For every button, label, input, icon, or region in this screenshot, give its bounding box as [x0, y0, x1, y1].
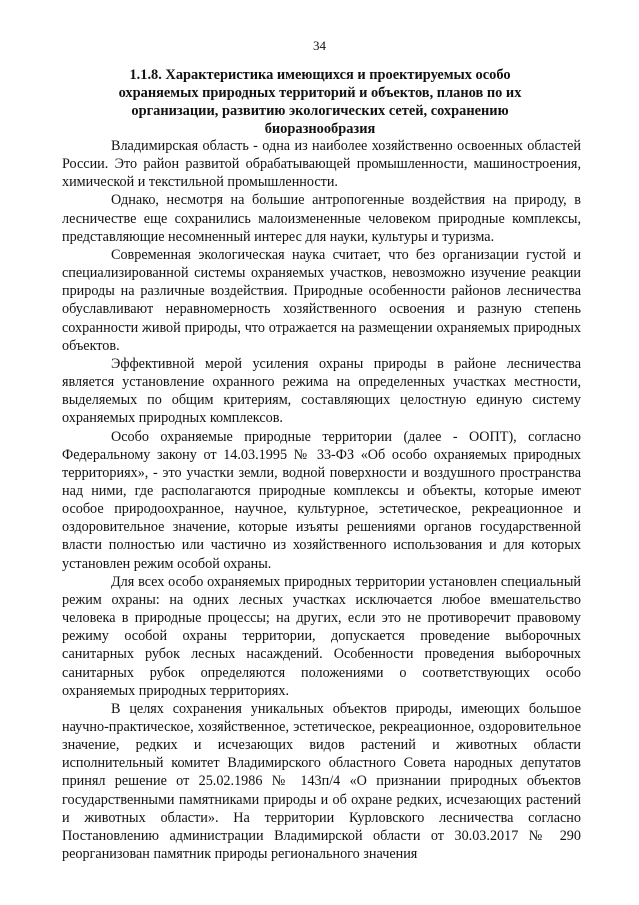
paragraph: Современная экологическая наука считает, что без организации густой и специализированной системы охраняемых участков, невозможно изучение реакции природы на различные воздействия. Природные особенности районов лесничества обуславливают неравномерность хозяйственного освоения и разную степень сохранности живой природы, что отражается на размещении охраняемых природных объектов. [62, 246, 581, 354]
paragraph: Владимирская область - одна из наиболее хозяйственно освоенных областей России. Это район развитой обрабатывающей промышленности, машиностроения, химической и текстильной промышленности. [62, 138, 581, 191]
paragraph: В целях сохранения уникальных объектов природы, имеющих большое научно-практическое, хозяйственное, эстетическое, рекреационное, оздоровительное значение, редких и исчезающих видов растений и животных области исполнительный комитет Владимирского областного Совета народных депутатов принял решение от 25.02.1986 № 143п/4 «О признании природных объектов государственными памятниками природы и об охране редких, исчезающих растений и животных области». На территории Курловского лесничества согласно Постановлению администрации Владимирской области от 30.03.2017 № 290 реорганизован памятник природы регионального значения [62, 700, 581, 863]
paragraph: Однако, несмотря на большие антропогенные воздействия на природу, в лесничестве еще сохранились малоизмененные человеком природные комплексы, представляющие несомненный интерес для науки, культуры и туризма. [62, 192, 581, 245]
page-number: 34 [313, 38, 326, 53]
paragraph: Эффективной мерой усиления охраны природы в районе лесничества является установление охранного режима на определенных участках местности, выделяемых по общим критериям, составляющих целостную единую систему охраняемых природных комплексов. [62, 355, 581, 427]
body-text [62, 137, 581, 863]
paragraph: Особо охраняемые природные территории (далее - ООПТ), согласно Федеральному закону от 14.03.1995 № 33-ФЗ «Об особо охраняемых природных территориях», - это участки земли, водной поверхности и воздушного пространства над ними, где располагаются природные комплексы и объекты, которые имеют особое природоохранное, научное, культурное, эстетическое, рекреационное и оздоровительное значение, которые изъяты решениями органов государственной власти полностью или частично из хозяйственного использования и для которых установлен режим особой охраны. [62, 428, 581, 572]
paragraph: Для всех особо охраняемых природных территории установлен специальный режим охраны: на одних лесных участках исключается любое вмешательство человека в природные процессы; на других, если это не противоречит правовому режиму особой охраны территории, допускается проведение выборочных санитарных рубок лесных насаждений. Особенности проведения выборочных санитарных рубок определяются положениями о соответствующих особо охраняемых природных территориях. [62, 573, 581, 699]
section-heading: 1.1.8. Характеристика имеющихся и проектируемых особо охраняемых природных территорий и объектов, планов по их организации, развитию экологических сетей, сохранению биоразнообразия [118, 67, 522, 137]
